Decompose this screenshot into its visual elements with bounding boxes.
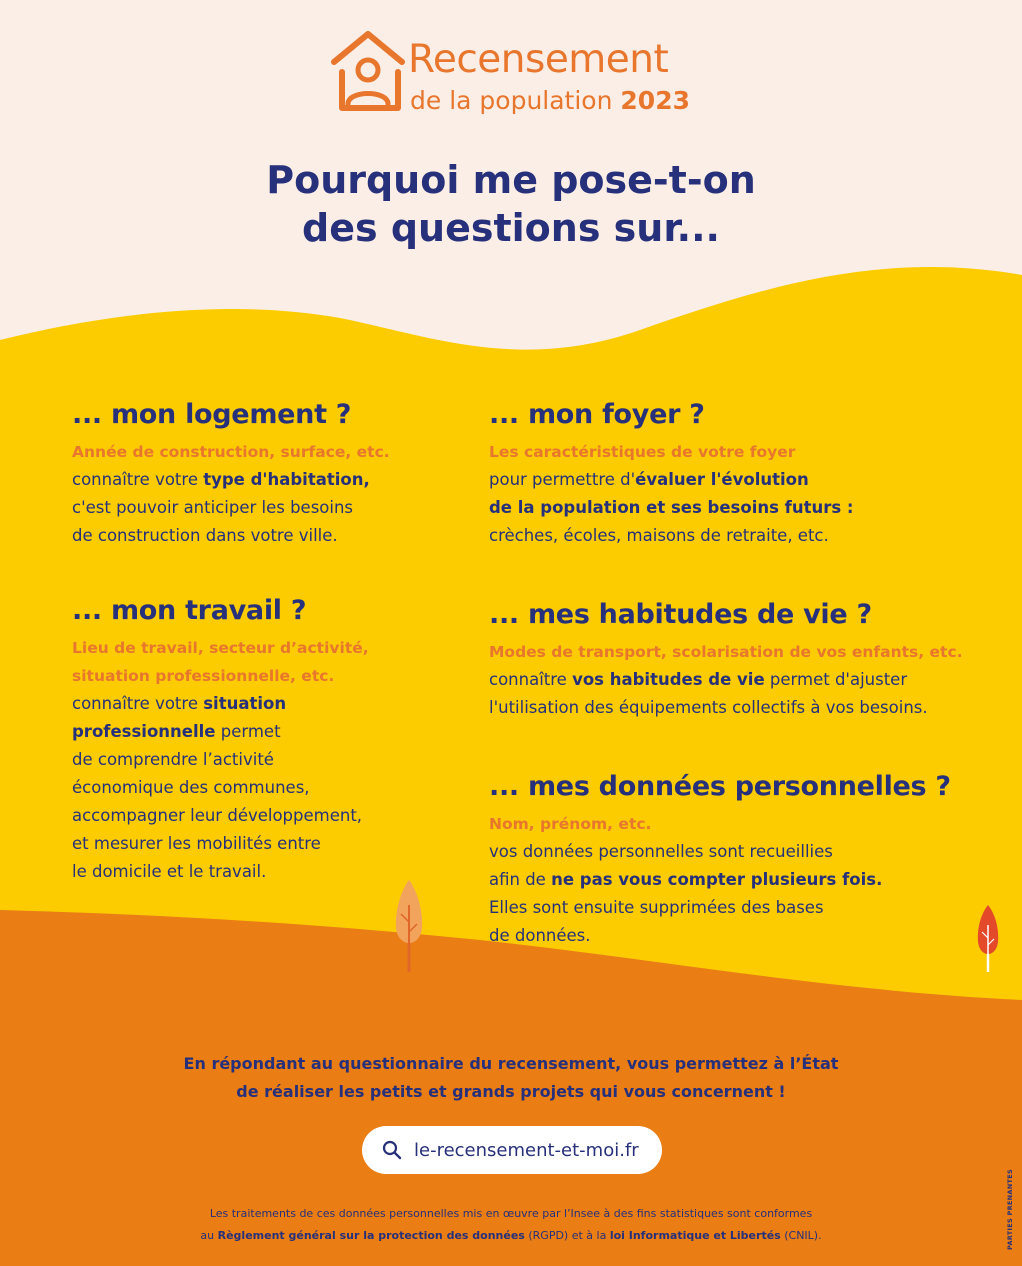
section-text: Elles sont ensuite supprimées des bases (489, 897, 824, 917)
section-subtitle: Lieu de travail, secteur d’activité, (72, 638, 369, 657)
section-text: de construction dans votre ville. (72, 525, 338, 545)
section-text: et mesurer les mobilités entre (72, 833, 321, 853)
section-title: ... mes données personnelles ? (489, 771, 951, 802)
section-title: ... mon travail ? (72, 595, 307, 626)
section-text: connaître votre type d'habitation, (72, 469, 370, 489)
section-text: l'utilisation des équipements collectifs à vos besoins. (489, 697, 928, 717)
logo-year: 2023 (620, 86, 690, 115)
section-text: de comprendre l’activité (72, 749, 274, 769)
section-logement (72, 400, 390, 550)
section-text: c'est pouvoir anticiper les besoins (72, 497, 354, 517)
section-text: accompagner leur développement, (72, 805, 363, 825)
page-title: Pourquoi me pose-t-on des questions sur... (266, 158, 756, 250)
section-text: crèches, écoles, maisons de retraite, etc. (489, 525, 829, 545)
section-text: vos données personnelles sont recueillies (489, 841, 833, 861)
section-foyer (489, 400, 854, 550)
logo-subtitle: de la population 2023 (410, 86, 690, 115)
section-text: connaître votre situation (72, 693, 287, 713)
section-subtitle: Nom, prénom, etc. (489, 814, 652, 833)
section-text: pour permettre d'évaluer l'évolution (489, 469, 809, 489)
section-subtitle: Les caractéristiques de votre foyer (489, 442, 796, 461)
website-link-pill[interactable] (362, 1126, 662, 1174)
vertical-credit: PARTIES PRENANTES (1006, 1169, 1014, 1250)
search-icon (382, 1140, 402, 1160)
section-text: économique des communes, (72, 777, 310, 797)
section-title: ... mon foyer ? (489, 399, 705, 430)
section-title: ... mes habitudes de vie ? (489, 599, 872, 630)
section-title: ... mon logement ? (72, 399, 352, 430)
call-to-action: En répondant au questionnaire du recensement, vous permettez à l’État de réaliser les petits et grands projets qui vous concernent ! (183, 1054, 839, 1101)
section-text: de données. (489, 925, 591, 945)
section-text: le domicile et le travail. (72, 861, 267, 881)
section-subtitle: Année de construction, surface, etc. (72, 442, 390, 461)
legal-notice: Les traitements de ces données personnelles mis en œuvre par l’Insee à des fins statistiques sont conformes au Règlement général sur la protection des données (RGPD) et à la loi Informatique et Libertés (CNIL). (200, 1207, 822, 1242)
logo-title: Recensement (408, 37, 669, 82)
section-text: de la population et ses besoins futurs : (489, 497, 854, 517)
section-subtitle: situation professionnelle, etc. (72, 666, 335, 685)
section-text: afin de ne pas vous compter plusieurs fois. (489, 869, 883, 889)
section-travail (72, 596, 369, 886)
website-url[interactable]: le-recensement-et-moi.fr (414, 1139, 639, 1161)
house-person-logo-icon (330, 28, 406, 114)
section-subtitle: Modes de transport, scolarisation de vos enfants, etc. (489, 642, 963, 661)
section-habitudes (489, 600, 963, 722)
section-donnees (489, 772, 951, 950)
section-text: connaître vos habitudes de vie permet d'ajuster (489, 669, 908, 689)
section-text: professionnelle permet (72, 721, 281, 741)
